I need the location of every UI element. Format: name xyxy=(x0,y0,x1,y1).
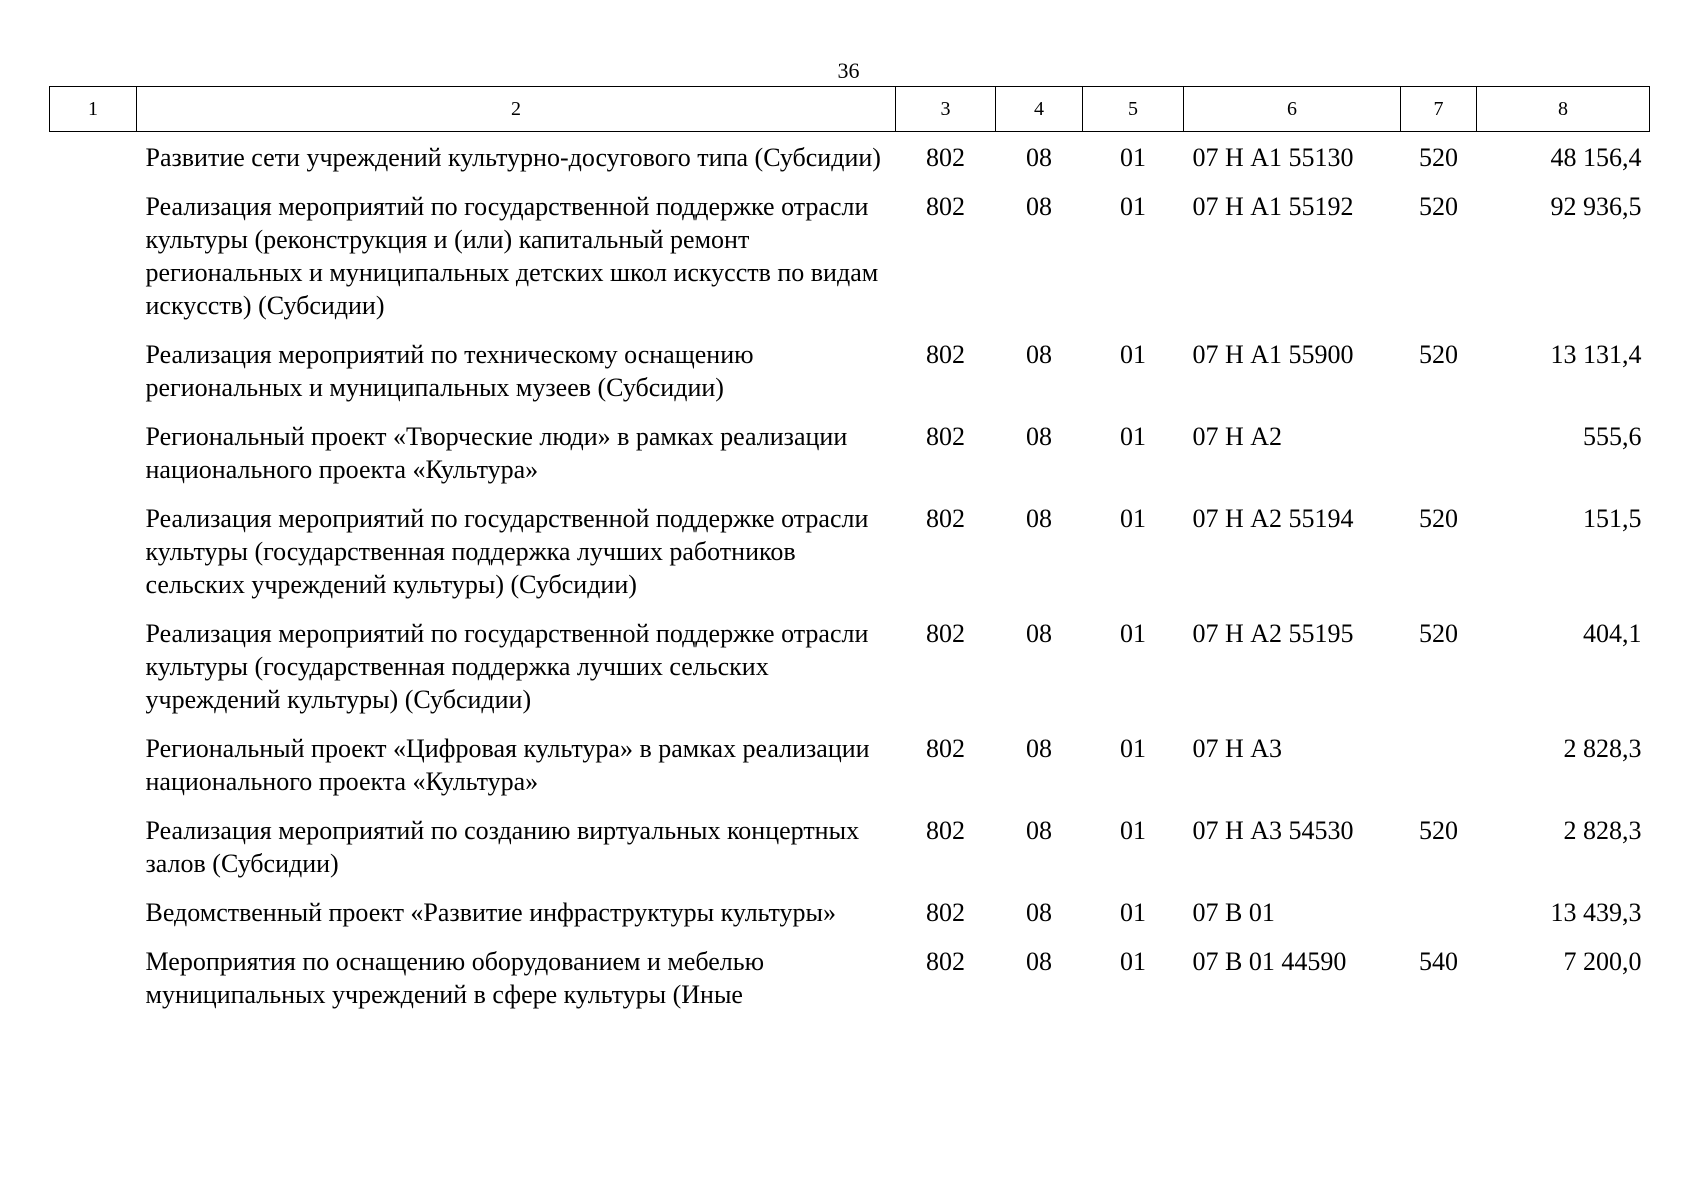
cell-col-5: 01 xyxy=(1120,816,1146,845)
cell-code: 07 Н А2 xyxy=(1192,422,1283,451)
cell-col-1 xyxy=(50,814,137,896)
cell-col-5: 01 xyxy=(1120,192,1146,221)
cell-amount: 404,1 xyxy=(1583,619,1642,648)
cell-amount: 2 828,3 xyxy=(1563,816,1642,845)
header-col-7: 7 xyxy=(1401,87,1477,132)
cell-col-7: 520 xyxy=(1419,340,1458,369)
cell-col-4: 08 xyxy=(1026,816,1052,845)
cell-amount: 13 439,3 xyxy=(1550,898,1642,927)
cell-col-4: 08 xyxy=(1026,619,1052,648)
table-row xyxy=(50,814,1650,896)
cell-col-1 xyxy=(50,190,137,338)
cell-col-4: 08 xyxy=(1026,340,1052,369)
cell-col-5: 01 xyxy=(1120,619,1146,648)
cell-col-1 xyxy=(50,617,137,732)
header-col-3: 3 xyxy=(896,87,996,132)
cell-name: Реализация мероприятий по техническому оснащению региональных и муниципальных музеев (Субсидии) xyxy=(145,340,754,402)
cell-name: Реализация мероприятий по государственной поддержке отрасли культуры (реконструкция и (или) капитальный ремонт региональных и муниципальных детских школ искусств по видам искусств) (Субсидии) xyxy=(145,192,879,320)
cell-name: Региональный проект «Творческие люди» в рамках реализации национального проекта «Культура» xyxy=(145,422,848,484)
cell-col-3: 802 xyxy=(926,734,965,763)
cell-code: 07 В 01 44590 xyxy=(1192,947,1347,976)
cell-col-4: 08 xyxy=(1026,143,1052,172)
cell-amount: 2 828,3 xyxy=(1563,734,1642,763)
cell-code: 07 Н А1 55192 xyxy=(1192,192,1354,221)
table-row xyxy=(50,502,1650,617)
header-col-2: 2 xyxy=(137,87,896,132)
cell-col-7: 540 xyxy=(1419,947,1458,976)
cell-amount: 555,6 xyxy=(1583,422,1642,451)
cell-col-7 xyxy=(1401,732,1477,814)
cell-amount: 151,5 xyxy=(1583,504,1642,533)
header-col-5: 5 xyxy=(1083,87,1184,132)
cell-col-4: 08 xyxy=(1026,192,1052,221)
cell-col-5: 01 xyxy=(1120,504,1146,533)
cell-name: Реализация мероприятий по государственной поддержке отрасли культуры (государственная поддержка лучших работников сельских учреждений культуры) (Субсидии) xyxy=(145,504,869,599)
header-col-8: 8 xyxy=(1477,87,1650,132)
cell-code: 07 Н А3 xyxy=(1192,734,1283,763)
cell-col-5: 01 xyxy=(1120,734,1146,763)
cell-amount: 7 200,0 xyxy=(1563,947,1642,976)
cell-col-1 xyxy=(50,896,137,945)
cell-code: 07 Н А1 55130 xyxy=(1192,143,1354,172)
table-row xyxy=(50,132,1650,191)
cell-name: Реализация мероприятий по государственной поддержке отрасли культуры (государственная поддержка лучших сельских учреждений культуры) (Субсидии) xyxy=(145,619,869,714)
cell-amount: 48 156,4 xyxy=(1550,143,1642,172)
cell-code: 07 Н А3 54530 xyxy=(1192,816,1354,845)
cell-col-7: 520 xyxy=(1419,192,1458,221)
table-body xyxy=(50,132,1650,1012)
cell-col-7 xyxy=(1401,420,1477,502)
header-col-6: 6 xyxy=(1184,87,1401,132)
cell-col-3: 802 xyxy=(926,422,965,451)
table-row xyxy=(50,945,1650,1011)
cell-col-3: 802 xyxy=(926,504,965,533)
cell-col-1 xyxy=(50,502,137,617)
cell-code: 07 В 01 xyxy=(1192,898,1275,927)
cell-code: 07 Н А2 55194 xyxy=(1192,504,1354,533)
cell-name: Реализация мероприятий по созданию виртуальных концертных залов (Субсидии) xyxy=(145,816,860,878)
header-row xyxy=(50,87,1650,132)
cell-col-3: 802 xyxy=(926,340,965,369)
cell-col-1 xyxy=(50,420,137,502)
header-col-4: 4 xyxy=(996,87,1083,132)
table-header xyxy=(50,87,1650,132)
cell-col-3: 802 xyxy=(926,143,965,172)
cell-col-3: 802 xyxy=(926,192,965,221)
cell-name: Мероприятия по оснащению оборудованием и мебелью муниципальных учреждений в сфере культуры (Иные xyxy=(145,947,765,1009)
cell-col-3: 802 xyxy=(926,619,965,648)
table-row xyxy=(50,338,1650,420)
cell-col-4: 08 xyxy=(1026,504,1052,533)
cell-col-1 xyxy=(50,945,137,1011)
table-row xyxy=(50,732,1650,814)
cell-col-4: 08 xyxy=(1026,947,1052,976)
cell-name: Ведомственный проект «Развитие инфраструктуры культуры» xyxy=(145,898,837,927)
cell-name: Развитие сети учреждений культурно-досугового типа (Субсидии) xyxy=(145,143,881,172)
cell-col-7: 520 xyxy=(1419,143,1458,172)
cell-code: 07 Н А2 55195 xyxy=(1192,619,1354,648)
cell-name: Региональный проект «Цифровая культура» в рамках реализации национального проекта «Культура» xyxy=(145,734,870,796)
cell-col-7: 520 xyxy=(1419,619,1458,648)
budget-table xyxy=(49,86,1650,1011)
table-row xyxy=(50,190,1650,338)
cell-col-5: 01 xyxy=(1120,898,1146,927)
cell-amount: 92 936,5 xyxy=(1550,192,1642,221)
cell-col-5: 01 xyxy=(1120,422,1146,451)
cell-col-7 xyxy=(1401,896,1477,945)
cell-amount: 13 131,4 xyxy=(1550,340,1642,369)
cell-col-5: 01 xyxy=(1120,340,1146,369)
cell-col-1 xyxy=(50,732,137,814)
table-row xyxy=(50,420,1650,502)
cell-col-3: 802 xyxy=(926,947,965,976)
page-number: 36 xyxy=(837,58,860,83)
table-row xyxy=(50,896,1650,945)
cell-col-5: 01 xyxy=(1120,143,1146,172)
cell-col-4: 08 xyxy=(1026,734,1052,763)
cell-col-4: 08 xyxy=(1026,898,1052,927)
cell-col-4: 08 xyxy=(1026,422,1052,451)
cell-col-3: 802 xyxy=(926,816,965,845)
table-row xyxy=(50,617,1650,732)
cell-code: 07 Н А1 55900 xyxy=(1192,340,1354,369)
cell-col-1 xyxy=(50,338,137,420)
header-col-1: 1 xyxy=(50,87,137,132)
cell-col-1 xyxy=(50,132,137,191)
cell-col-7: 520 xyxy=(1419,816,1458,845)
cell-col-5: 01 xyxy=(1120,947,1146,976)
cell-col-3: 802 xyxy=(926,898,965,927)
cell-col-7: 520 xyxy=(1419,504,1458,533)
